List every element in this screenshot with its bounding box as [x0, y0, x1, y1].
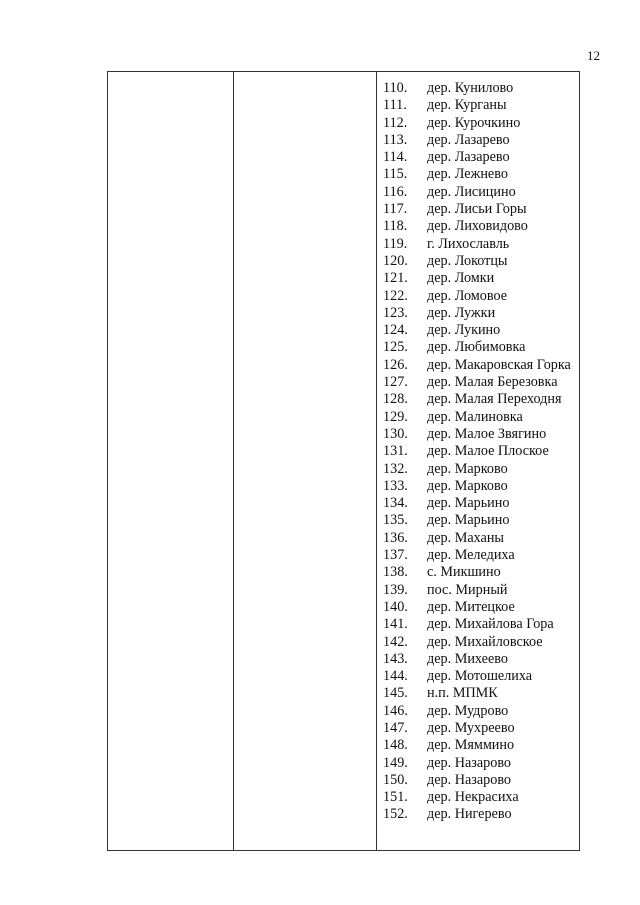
column-divider-1 — [233, 72, 234, 850]
entry-name: дер. Малое Звягино — [427, 425, 547, 442]
entry-number: 130. — [383, 425, 408, 442]
list-item — [383, 270, 578, 287]
entry-number: 142. — [383, 633, 408, 650]
entry-number: 147. — [383, 719, 408, 736]
entry-name: дер. Лукино — [427, 322, 501, 339]
list-item — [383, 305, 578, 322]
entry-number: 115. — [383, 166, 408, 183]
entry-number: 138. — [383, 564, 408, 581]
entry-number: 137. — [383, 547, 408, 564]
entry-number: 145. — [383, 685, 408, 702]
entry-number: 135. — [383, 512, 408, 529]
entry-name: пос. Мирный — [427, 581, 508, 598]
entry-number: 148. — [383, 737, 408, 754]
list-item — [383, 374, 578, 391]
entry-number: 116. — [383, 183, 408, 200]
entry-number: 122. — [383, 287, 408, 304]
entry-number: 118. — [383, 218, 408, 235]
list-item — [383, 218, 578, 235]
list-item — [383, 132, 578, 149]
entry-number: 146. — [383, 702, 408, 719]
entry-name: дер. Лужки — [427, 304, 496, 321]
entry-number: 150. — [383, 771, 408, 788]
list-item — [383, 80, 578, 97]
entry-name: дер. Митецкое — [427, 598, 515, 615]
list-item — [383, 409, 578, 426]
entry-number: 133. — [383, 477, 408, 494]
list-item — [383, 616, 578, 633]
list-item — [383, 530, 578, 547]
list-item — [383, 97, 578, 114]
entry-number: 123. — [383, 304, 408, 321]
entry-number: 114. — [383, 149, 408, 166]
settlement-list — [383, 80, 578, 824]
list-item — [383, 426, 578, 443]
entry-name: дер. Михеево — [427, 650, 508, 667]
entry-name: дер. Михайловское — [427, 633, 543, 650]
entry-number: 136. — [383, 529, 408, 546]
list-item — [383, 357, 578, 374]
list-item — [383, 512, 578, 529]
list-item — [383, 339, 578, 356]
entry-name: дер. Михайлова Гора — [427, 616, 554, 633]
entry-number: 119. — [383, 235, 408, 252]
entry-number: 127. — [383, 374, 408, 391]
entry-name: дер. Лисьи Горы — [427, 201, 527, 218]
list-item — [383, 253, 578, 270]
entry-name: дер. Малая Переходня — [427, 391, 562, 408]
entry-name: дер. Мудрово — [427, 702, 509, 719]
list-item — [383, 685, 578, 702]
list-item — [383, 184, 578, 201]
entry-name: дер. Марково — [427, 477, 508, 494]
entry-name: дер. Малое Плоское — [427, 443, 549, 460]
list-item — [383, 651, 578, 668]
list-item — [383, 322, 578, 339]
list-item — [383, 668, 578, 685]
list-item — [383, 149, 578, 166]
entry-name: дер. Маханы — [427, 529, 504, 546]
entry-name: дер. Мяммино — [427, 737, 515, 754]
entry-number: 124. — [383, 322, 408, 339]
entry-name: дер. Малая Березовка — [427, 374, 558, 391]
entry-name: дер. Назарово — [427, 771, 512, 788]
entry-number: 131. — [383, 443, 408, 460]
entry-name: дер. Лазарево — [427, 131, 510, 148]
entry-number: 125. — [383, 339, 408, 356]
entry-name: дер. Мухреево — [427, 719, 515, 736]
entry-name: дер. Лисицино — [427, 183, 516, 200]
entry-name: дер. Любимовка — [427, 339, 526, 356]
entry-name: дер. Марьино — [427, 512, 510, 529]
list-item — [383, 755, 578, 772]
entry-number: 152. — [383, 806, 408, 823]
list-item — [383, 703, 578, 720]
entry-name: дер. Лазарево — [427, 149, 510, 166]
entry-number: 128. — [383, 391, 408, 408]
entry-number: 121. — [383, 270, 408, 287]
entry-number: 112. — [383, 114, 408, 131]
entry-name: дер. Ломовое — [427, 287, 508, 304]
list-item — [383, 806, 578, 823]
list-item — [383, 564, 578, 581]
list-item — [383, 391, 578, 408]
entry-number: 139. — [383, 581, 408, 598]
list-item — [383, 201, 578, 218]
list-item — [383, 737, 578, 754]
entry-number: 141. — [383, 616, 408, 633]
list-item — [383, 288, 578, 305]
list-item — [383, 461, 578, 478]
entry-number: 110. — [383, 80, 408, 96]
column-divider-2 — [376, 72, 377, 850]
list-item — [383, 478, 578, 495]
entry-name: дер. Меледиха — [427, 547, 515, 564]
entry-name: дер. Некрасиха — [427, 789, 519, 806]
entry-name: с. Микшино — [427, 564, 501, 581]
entry-number: 120. — [383, 252, 408, 269]
entry-number: 113. — [383, 131, 408, 148]
entry-number: 129. — [383, 408, 408, 425]
entry-name: дер. Курганы — [427, 97, 507, 114]
entry-name: н.п. МПМК — [427, 685, 498, 702]
list-item — [383, 495, 578, 512]
entry-number: 140. — [383, 598, 408, 615]
entry-name: дер. Малиновка — [427, 408, 523, 425]
entry-name: дер. Лежнево — [427, 166, 508, 183]
list-item — [383, 547, 578, 564]
entry-name: дер. Марьино — [427, 495, 510, 512]
entry-name: дер. Макаровская Горка — [427, 356, 571, 373]
list-item — [383, 236, 578, 253]
entry-name: г. Лихославль — [427, 235, 510, 252]
entry-name: дер. Марково — [427, 460, 508, 477]
entry-name: дер. Курочкино — [427, 114, 521, 131]
entry-number: 111. — [383, 97, 407, 114]
list-item — [383, 772, 578, 789]
entry-name: дер. Назарово — [427, 754, 512, 771]
entry-number: 132. — [383, 460, 408, 477]
list-item — [383, 634, 578, 651]
list-item — [383, 720, 578, 737]
entry-name: дер. Ломки — [427, 270, 495, 287]
list-item — [383, 115, 578, 132]
entry-name: дер. Лиховидово — [427, 218, 528, 235]
list-item — [383, 166, 578, 183]
entry-name: дер. Мотошелиха — [427, 668, 533, 685]
list-item — [383, 789, 578, 806]
entry-number: 149. — [383, 754, 408, 771]
entry-number: 126. — [383, 356, 408, 373]
entry-name: дер. Кунилово — [427, 80, 514, 96]
list-item — [383, 582, 578, 599]
entry-number: 117. — [383, 201, 408, 218]
entry-number: 143. — [383, 650, 408, 667]
entry-number: 134. — [383, 495, 408, 512]
entry-name: дер. Локотцы — [427, 252, 508, 269]
entry-name: дер. Нигерево — [427, 806, 512, 823]
list-item — [383, 443, 578, 460]
page-number: 12 — [587, 48, 600, 63]
list-item — [383, 599, 578, 616]
entry-number: 144. — [383, 668, 408, 685]
entry-number: 151. — [383, 789, 408, 806]
